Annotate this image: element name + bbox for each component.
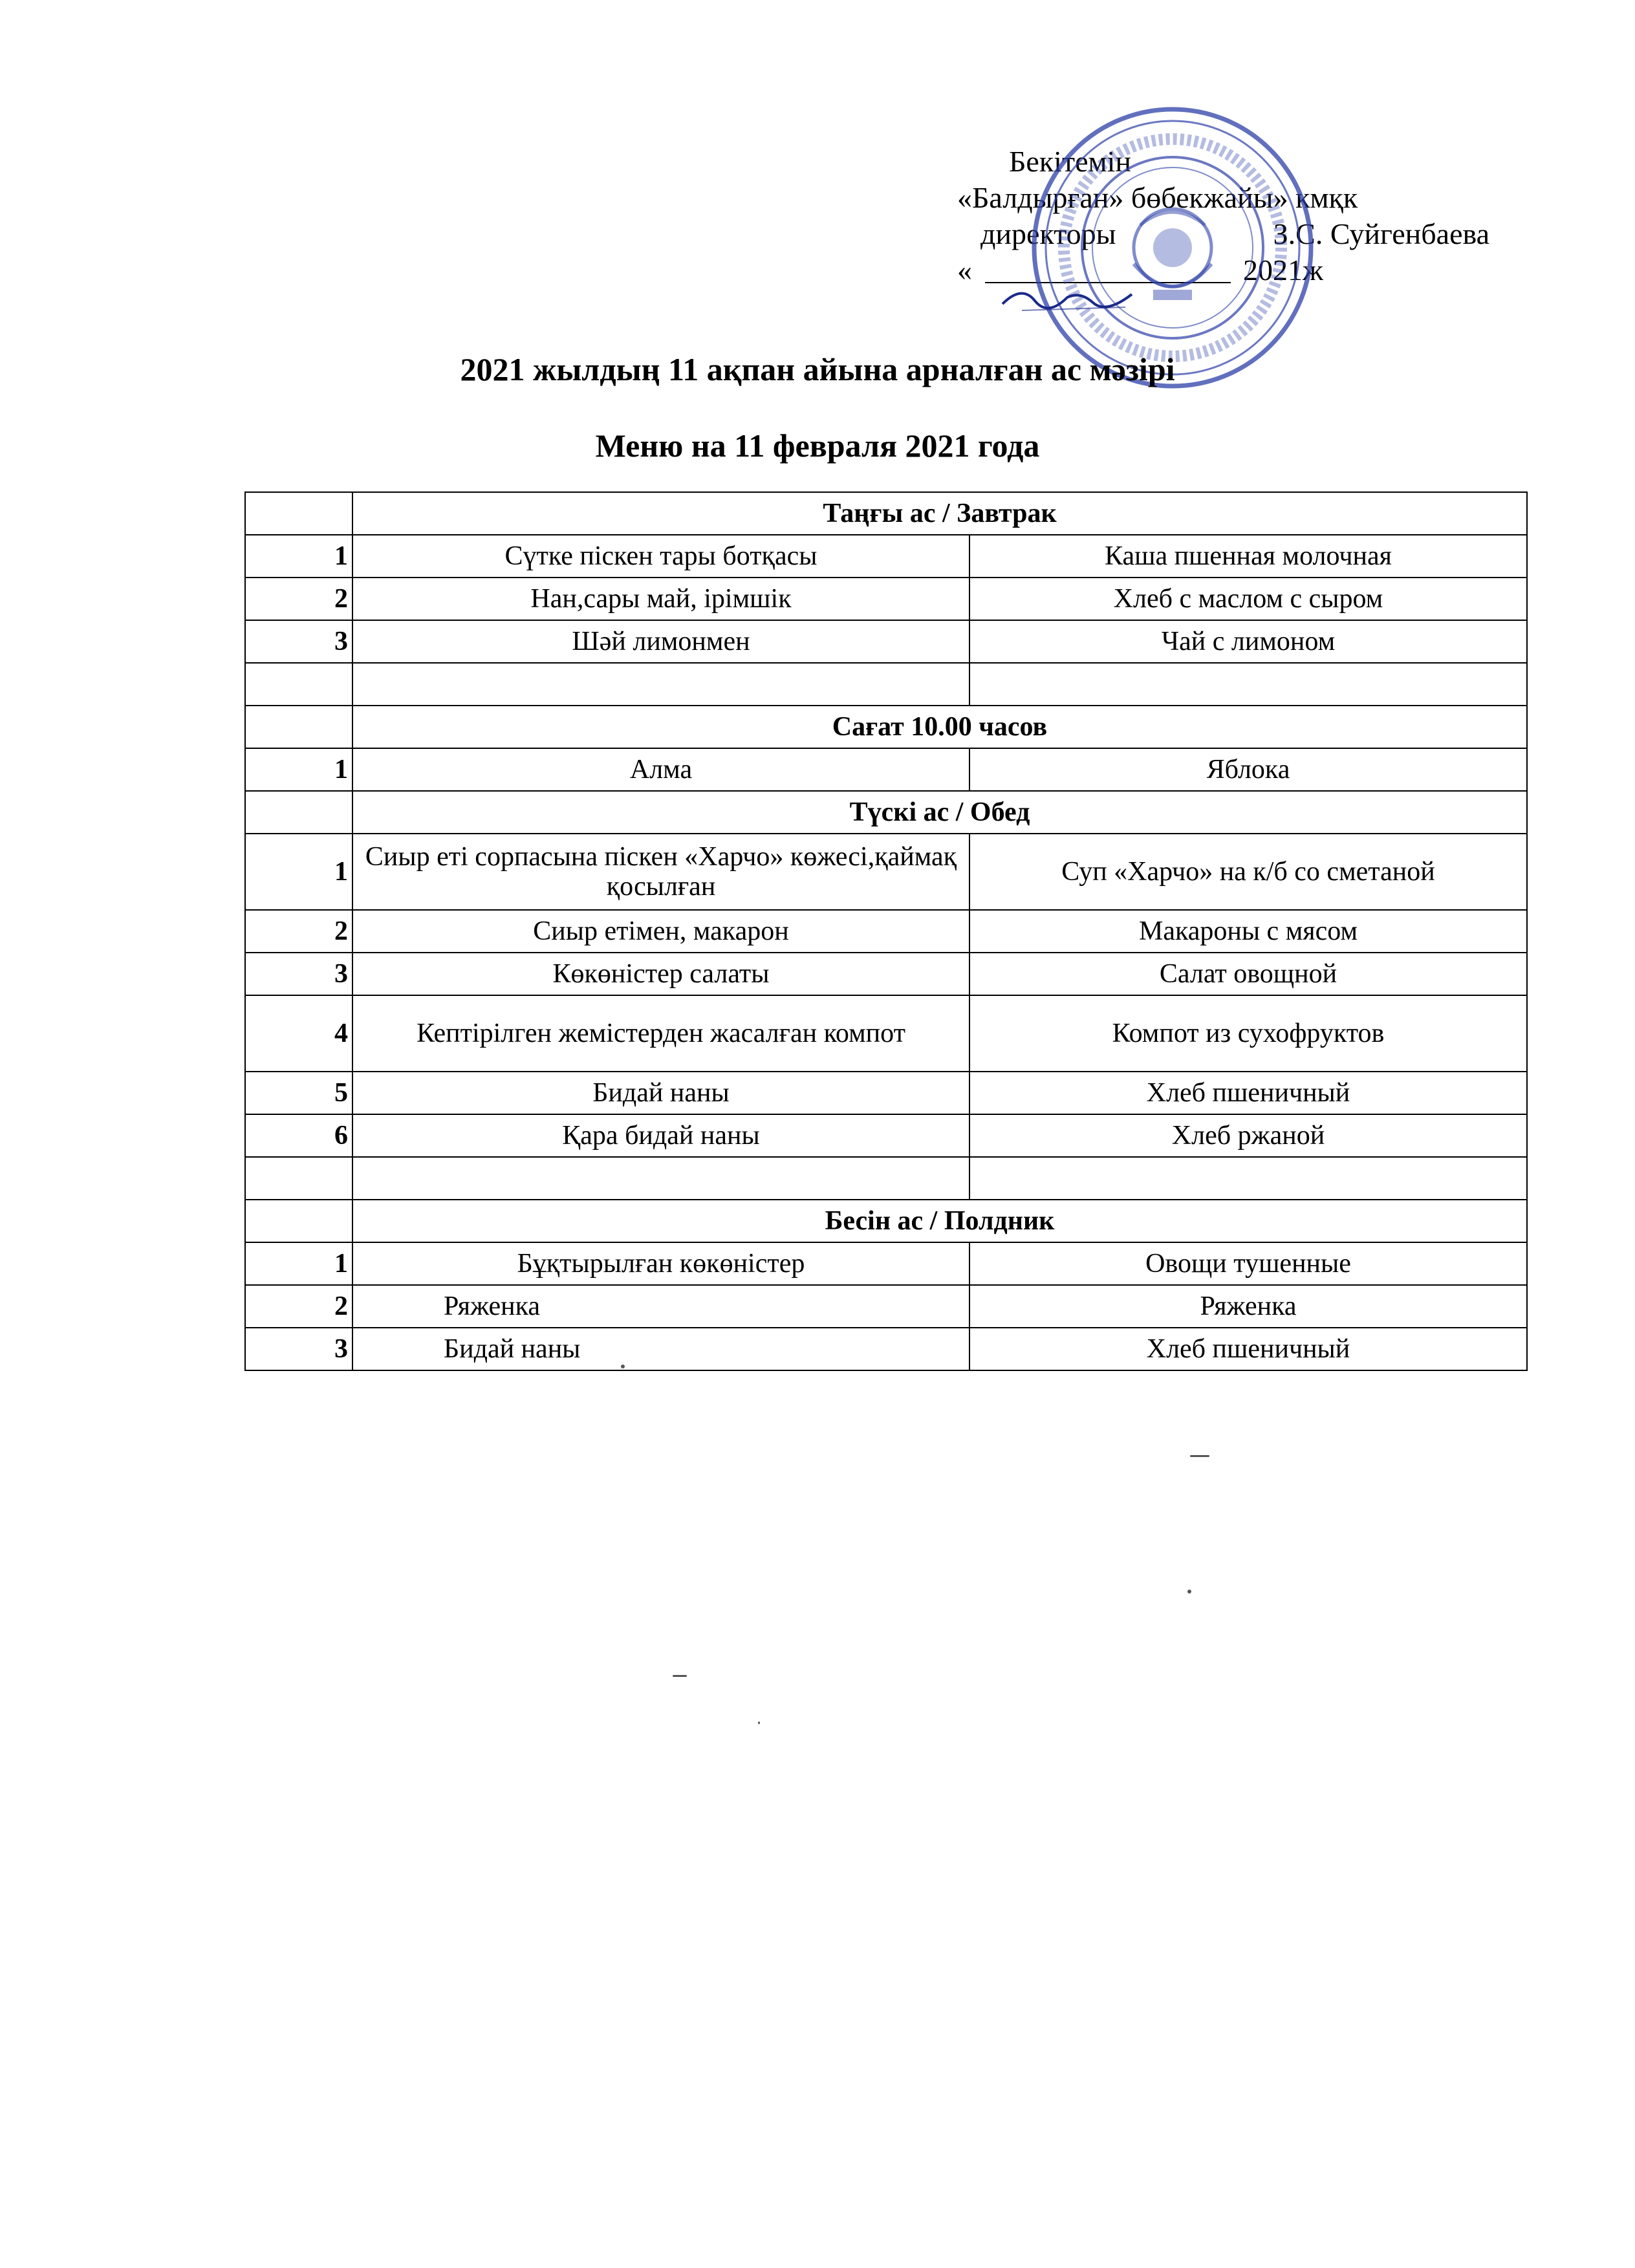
section-title: Түскі ас / Обед [352, 791, 1527, 834]
dish-ru: Овощи тушенные [969, 1242, 1527, 1285]
signature-icon [996, 272, 1151, 323]
table-row [245, 1242, 1527, 1285]
menu-title-ru: Меню на 11 февраля 2021 года [595, 427, 1040, 464]
scan-speck [1190, 1455, 1209, 1457]
dish-kz: Бидай наны [352, 1328, 969, 1370]
menu-title-kz: 2021 жылдың 11 ақпан айына арналған ас мәзірі [460, 351, 1175, 387]
row-number: 3 [245, 1328, 352, 1370]
dish-ru: Хлеб ржаной [969, 1114, 1527, 1157]
section-title: Таңғы ас / Завтрак [352, 492, 1527, 535]
table-row [245, 748, 1527, 791]
table-row [245, 834, 1527, 910]
row-number: 3 [245, 620, 352, 663]
section-title: Сағат 10.00 часов [352, 706, 1527, 748]
director-name: З.С. Суйгенбаева [1273, 217, 1490, 250]
director-label: директоры [980, 217, 1116, 250]
dish-kz: Нан,сары май, ірімшік [352, 578, 969, 620]
row-number: 2 [245, 578, 352, 620]
row-number: 1 [245, 834, 352, 910]
official-seal-icon [1027, 102, 1318, 393]
section-header-afternoon [245, 1200, 1527, 1242]
dish-kz: Шәй лимонмен [352, 620, 969, 663]
dish-kz: Сиыр еті сорпасына піскен «Харчо» көжесі,қаймақ қосылған [352, 834, 969, 910]
approval-line-approve: Бекітемін [1009, 145, 1131, 178]
dish-kz: Бидай наны [352, 1072, 969, 1114]
table-row [245, 620, 1527, 663]
row-number: 1 [245, 1242, 352, 1285]
section-title: Бесін ас / Полдник [352, 1200, 1527, 1242]
menu-table [244, 491, 1528, 1371]
scan-speck [621, 1365, 625, 1368]
row-number: 2 [245, 910, 352, 953]
dish-ru: Макароны с мясом [969, 910, 1527, 953]
section-header-snack [245, 706, 1527, 748]
table-row [245, 1114, 1527, 1157]
table-row [245, 1285, 1527, 1328]
dish-ru: Чай с лимоном [969, 620, 1527, 663]
section-header-lunch [245, 791, 1527, 834]
scan-speck [758, 1722, 760, 1724]
dish-ru: Хлеб пшеничный [969, 1328, 1527, 1370]
table-row [245, 578, 1527, 620]
dish-ru: Суп «Харчо» на к/б со сметаной [969, 834, 1527, 910]
dish-kz: Бұқтырылған көкөністер [352, 1242, 969, 1285]
section-header-breakfast [245, 492, 1527, 535]
dish-kz: Көкөністер салаты [352, 953, 969, 995]
table-row [245, 1072, 1527, 1114]
dish-kz: Кептірілген жемістерден жасалған компот [352, 995, 969, 1072]
dish-ru: Хлеб пшеничный [969, 1072, 1527, 1114]
dish-ru: Салат овощной [969, 953, 1527, 995]
table-row [245, 995, 1527, 1072]
dish-kz: Сиыр етімен, макарон [352, 910, 969, 953]
row-number: 4 [245, 995, 352, 1072]
dish-kz: Сүтке піскен тары ботқасы [352, 535, 969, 578]
dish-kz: Алма [352, 748, 969, 791]
table-row [245, 953, 1527, 995]
approval-line-org: «Балдырған» бөбекжайы» кмқк [957, 181, 1358, 214]
row-number: 1 [245, 748, 352, 791]
row-number: 6 [245, 1114, 352, 1157]
table-row [245, 910, 1527, 953]
empty-row [245, 663, 1527, 706]
row-number: 3 [245, 953, 352, 995]
table-row [245, 535, 1527, 578]
date-year: 2021ж [1243, 254, 1323, 286]
date-open-quote: « [957, 254, 972, 286]
dish-kz: Ряженка [352, 1285, 969, 1328]
row-number: 1 [245, 535, 352, 578]
empty-row [245, 1157, 1527, 1200]
dish-ru: Яблока [969, 748, 1527, 791]
dish-kz: Қара бидай наны [352, 1114, 969, 1157]
row-number: 5 [245, 1072, 352, 1114]
dish-ru: Каша пшенная молочная [969, 535, 1527, 578]
dish-ru: Компот из сухофруктов [969, 995, 1527, 1072]
dish-ru: Хлеб с маслом с сыром [969, 578, 1527, 620]
dish-ru: Ряженка [969, 1285, 1527, 1328]
row-number: 2 [245, 1285, 352, 1328]
scan-speck [673, 1675, 687, 1677]
scan-speck [1187, 1590, 1191, 1593]
table-row [245, 1328, 1527, 1370]
